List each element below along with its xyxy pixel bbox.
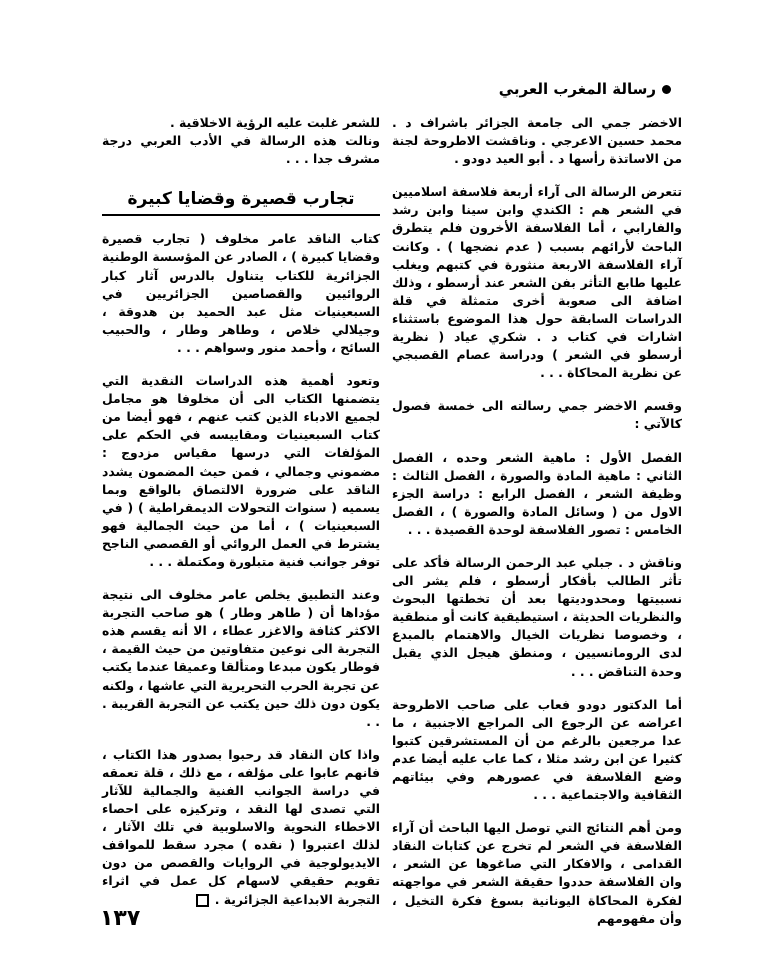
paragraph: ومن أهم النتائج التي توصل اليها الباحث أن آراء الفلاسفة في الشعر لم تخرج عن كتابات النقاد القدامى ، والافكار التي صاغوها عن الشعر ، وان الفلاسفة حددوا حقيقة الشعر في مواجهته لفكرة المحاكاة اليونانية بسوغ فكرة التخيل ، وأن مفهومهم	[392, 820, 682, 926]
paragraph: وقسم الاخضر جمي رسالته الى خمسة فصول كالآتي :	[392, 398, 682, 432]
paragraph: الاخضر جمي الى جامعة الجزائر باشراف د . محمد حسين الاعرجي . وناقشت الاطروحة لجنة من الاساتذة رأسها د . أبو العيد دودو .	[392, 115, 682, 167]
paragraph: تتعرض الرسالة الى آراء أربعة فلاسفة اسلاميين في الشعر هم : الكندي وابن سينا وابن رشد والفارابي ، أما الفلاسفة الأخرون فلم يتطرق الباحث لأرائهم بسبب ( عدم نضجها ) . وكانت آراء الفلاسفة الاربعة منثورة في كتبهم ويغلب عليها طابع التأثر بفن الشعر عند أرسطو ، وذلك اضافة الى صعوبة أخرى متمثلة في قلة الدراسات السابقة حول هذا الموضوع باستثناء اشارات في كتاب د . شكري عياد ( نظرية أرسطو في الشعر ) ودراسة عصام القصبجي عن نظرية المحاكاة . . .	[392, 184, 682, 381]
running-header	[499, 80, 671, 98]
header-title: رسالة المغرب العربي	[498, 80, 656, 98]
right-column	[392, 114, 682, 943]
page-number: ١٣٧	[100, 906, 141, 931]
paragraph: كتاب الناقد عامر مخلوف ( تجارب قصيرة وقضايا كبيرة ) ، الصادر عن المؤسسة الوطنية الجزائرية للكتاب يتناول بالدرس آثار كبار الروائيين والقصاصين الجزائريين في السبعينيات مثل عبد الحميد بن هدوقة ، وجيلالي خلاص ، وطاهر وطار ، والحبيب السائح ، وأحمد منور وسواهم . . .	[102, 231, 380, 355]
paragraph-text: واذا كان النقاد قد رحبوا بصدور هذا الكتاب ، فانهم عابوا على مؤلفه ، مع ذلك ، قلة تعمقه في دراسة الجوانب الفنية والجمالية للآثار التي تصدى لها النقد ، وتركيزه على احصاء الاخطاء النحوية والاسلوبية في تلك الآثار ، لذلك اعتبروا ( نقده ) مجرد سقط للمواقف الايديولوجية في الروايات والقصص من دون تقويم حقيقي لاسهام كل عمل في اثراء التجربة الابداعية الجزائرية .	[102, 746, 380, 907]
paragraph: وعند التطبيق يخلص عامر مخلوف الى نتيجة مؤداها أن ( طاهر وطار ) هو صاحب التجربة الاكثر كثافة والاغزر عطاء ، الا أنه يقسم هذه التجربة الى نوعين متفاوتين من حيث القيمة ، فوطار يكون مبدعا ومتألقا وعميقا عندما يكتب عن تجربة الحرب التحريرية التي عاشها ، ولكنه يكون دون ذلك حين يكتب عن التجربة القريبة . . .	[102, 587, 380, 729]
intro-line: للشعر غلبت عليه الرؤية الاخلاقية .	[169, 115, 380, 130]
paragraph: أما الدكتور دودو فعاب على صاحب الاطروحة اعراضه عن الرجوع الى المراجع الاجنبية ، ما عدا مرجعين بالرغم من أن المستشرقين كتبوا كثيرا عن ابن رشد مثلا ، كما عاب عليه أيضا عدم وضع الفلاسفة في عصورهم وفي بيئاتهم الثقافية والاجتماعية . . .	[392, 696, 682, 803]
paragraph-last	[102, 746, 380, 909]
paragraph: الفصل الأول : ماهية الشعر وحده ، الفصل الثاني : ماهية المادة والصورة ، الفصل الثالث : وظيفة الشعر ، الفصل الرابع : دراسة الجزء الاول من ( وسائل المادة والصورة ) ، الفصل الخامس : تصور الفلاسفة لوحدة القصيدة . . .	[392, 449, 682, 537]
bullet-icon	[662, 85, 671, 94]
end-mark-icon	[196, 894, 209, 907]
intro-line-2: ونالت هذه الرسالة في الأدب العربي درجة مشرف جدا . . .	[102, 133, 380, 167]
left-column	[102, 114, 380, 924]
paragraph: وناقش د . جبلي عبد الرحمن الرسالة فأكد على تأثر الطالب بأفكار أرسطو ، فلم يشر الى نسبيتها ومحدوديتها بعد أن تخطتها البحوث والنظريات الحديثة ، استيطيقية كانت أو منطقية ، وخصوصا نظريات الخيال والاهتمام بالمبدع لدى الرومانسيين ، ومنطق هيجل الذي يقبل وحدة التناقض . . .	[392, 554, 682, 679]
paragraph: وتعود أهمية هذه الدراسات النقدية التي يتضمنها الكتاب الى أن مخلوفا هو مجامل لجميع الادباء الذين كتب عنهم ، فهو أيضا من كتاب السبعينيات ومقاييسه في الحكم على المؤلفات التي درسها مقياس مزدوج : مضموني وجمالي ، فمن حيث المضمون يشدد الناقد على ضرورة الالتصاق بالواقع وبما يسميه ( سنوات التحولات الديمقراطية ) ( في السبعينيات ) ، أما من حيث الجمالية فهو يشترط في العمل الروائي أو القصصي الناجح توفر جوانب فنية متبلورة ومكتملة . . .	[102, 373, 380, 569]
section-title: تجارب قصيرة وقضايا كبيرة	[102, 190, 380, 216]
